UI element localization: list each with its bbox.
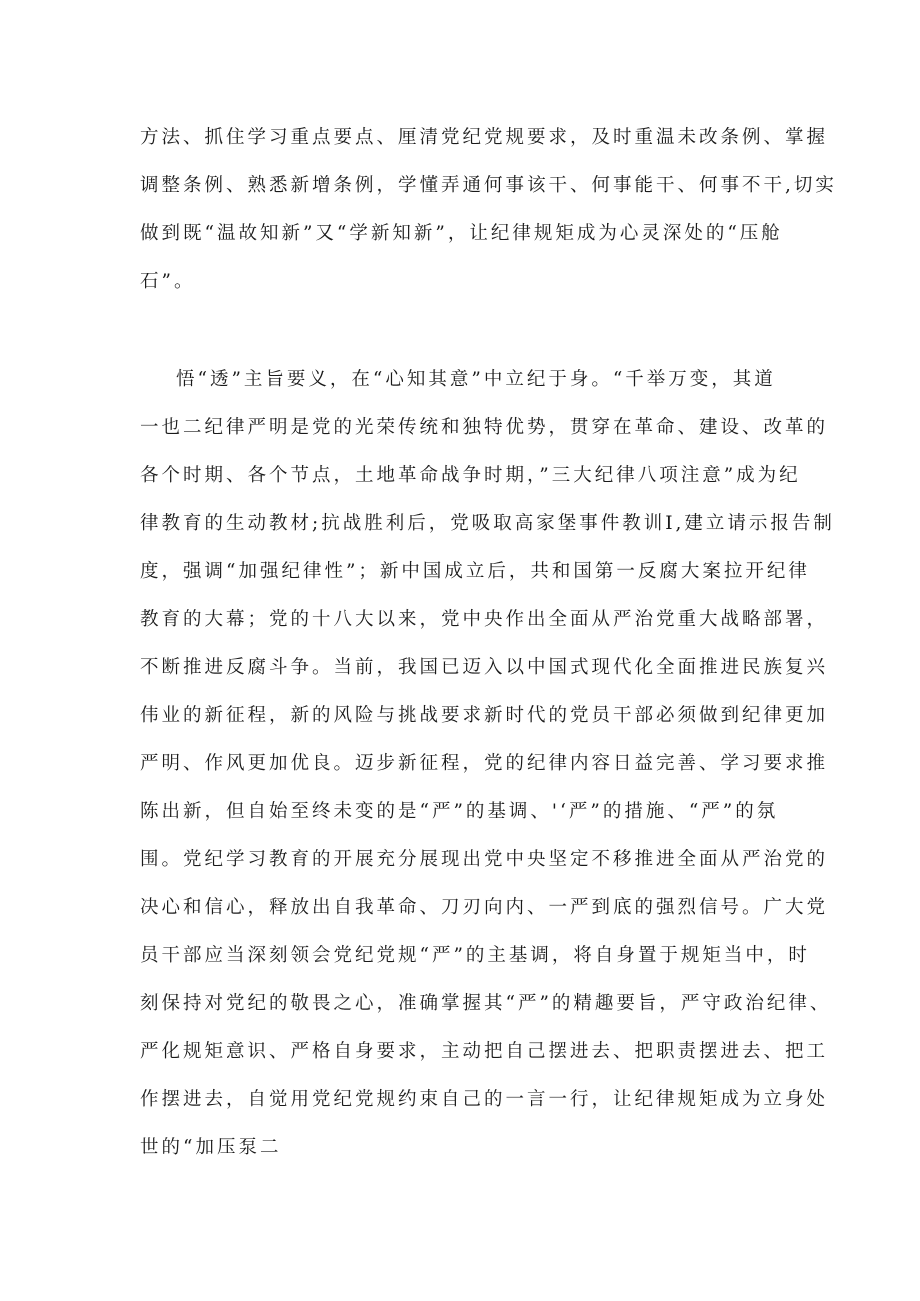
text-line: 员干部应当深刻领会党纪党规“严”的主基调，将自身置于规矩当中，时 xyxy=(140,945,810,966)
text-line: 不断推进反腐斗争。当前，我国已迈入以中国式现代化全面推进民族复兴 xyxy=(140,657,829,678)
text-line: 严化规矩意识、严格自身要求，主动把自己摆进去、把职责摆进去、把工 xyxy=(140,1041,829,1062)
text-line: 方法、抓住学习重点要点、厘清党纪党规要求，及时重温未改条例、掌握 xyxy=(140,127,829,148)
text-line: 各个时期、各个节点，土地革命战争时期，”三大纪律八项注意”成为纪 xyxy=(140,465,801,486)
text-line: 悟“透”主旨要义，在“心知其意”中立纪于身。“千举万变，其道 xyxy=(176,369,776,390)
text-line: 教育的大幕；党的十八大以来，党中央作出全面从严治党重大战略部署， xyxy=(140,609,829,630)
text-line: 世的“加压泵二 xyxy=(140,1137,282,1158)
text-line: 调整条例、熟悉新增条例，学懂弄通何事该干、何事能干、何事不干,切实 xyxy=(140,175,837,196)
text-line: 围。党纪学习教育的开展充分展现出党中央坚定不移推进全面从严治党的 xyxy=(140,849,829,870)
text-line: 决心和信心，释放出自我革命、刀刃向内、一严到底的强烈信号。广大党 xyxy=(140,897,829,918)
text-line: 度，强调“加强纪律性”；新中国成立后，共和国第一反腐大案拉开纪律 xyxy=(140,561,810,582)
text-line: 做到既“温故知新”又“学新知新”，让纪律规矩成为心灵深处的“压舱 xyxy=(140,223,783,244)
text-line: 律教育的生动教材;抗战胜利后，党吸取高家堡事件教训I,建立请示报告制 xyxy=(140,513,835,534)
text-line: 刻保持对党纪的敬畏之心，准确掌握其“严”的精趣要旨，严守政治纪律、 xyxy=(140,993,832,1014)
text-line: 陈出新，但自始至终未变的是“严”的基调、'‘严”的措施、“严”的氛 xyxy=(140,801,779,822)
text-line: 石”。 xyxy=(140,271,196,292)
text-line: 一也二纪律严明是党的光荣传统和独特优势，贯穿在革命、建设、改革的 xyxy=(140,417,829,438)
text-line: 伟业的新征程，新的风险与挑战要求新时代的党员干部必须做到纪律更加 xyxy=(140,705,829,726)
text-line: 严明、作风更加优良。迈步新征程，党的纪律内容日益完善、学习要求推 xyxy=(140,753,829,774)
text-line: 作摆进去，自觉用党纪党规约束自己的一言一行，让纪律规矩成为立身处 xyxy=(140,1089,829,1110)
